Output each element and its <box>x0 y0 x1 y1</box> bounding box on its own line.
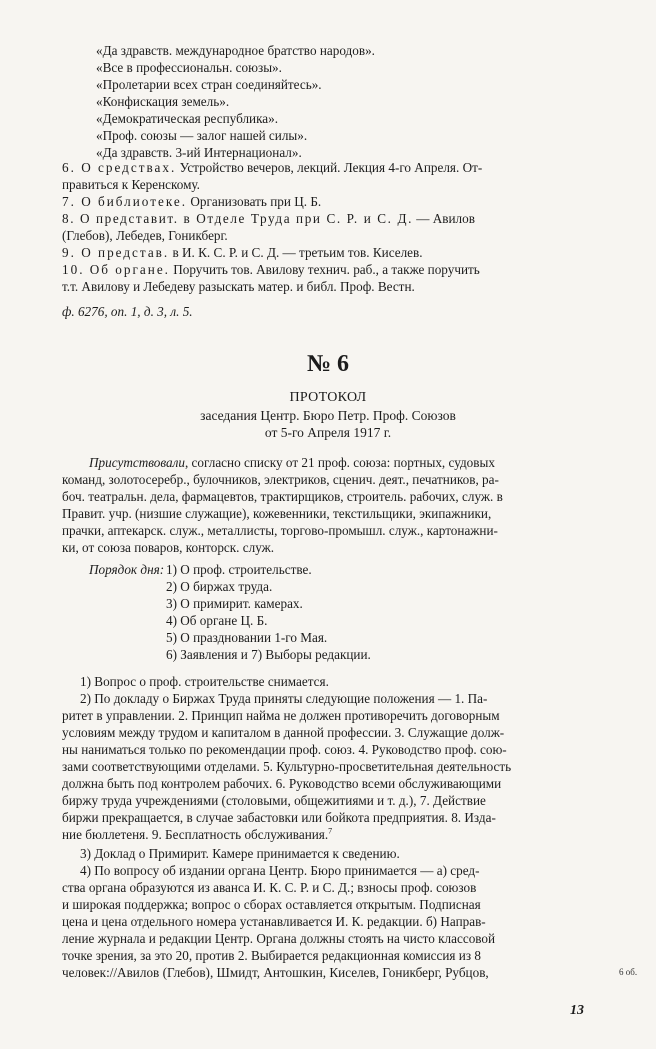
slogan-line: «Конфискация земель». <box>96 94 230 109</box>
slogan-line: «Да здравств. международное братство народов». <box>96 43 375 58</box>
item-line: 9. О представ. в И. К. С. Р. и С. Д. — третьим тов. Киселев. <box>62 245 423 260</box>
item-line: 8. О представит. в Отделе Труда при С. Р. и С. Д. — Авилов <box>62 211 475 226</box>
body-line: должна быть под контролем рабочих. 6. Руководство всеми обслуживающими <box>62 776 502 791</box>
margin-note: 6 об. <box>619 967 638 977</box>
present-line: Присутствовали, согласно списку от 21 проф. союза: портных, судовых <box>89 455 495 470</box>
slogan-line: «Демократическая республика». <box>96 111 279 126</box>
agenda-item: 3) О примирит. камерах. <box>166 596 303 611</box>
document-subtitle: заседания Центр. Бюро Петр. Проф. Союзов <box>200 408 456 423</box>
item-line: правиться к Керенскому. <box>62 177 200 192</box>
present-line: ки, от союза поваров, конторск. служ. <box>62 540 275 555</box>
agenda-item: 5) О праздновании 1-го Мая. <box>166 630 328 645</box>
body-line: 4) По вопросу об издании органа Центр. Бюро принимается — а) сред- <box>80 863 480 878</box>
document-title: ПРОТОКОЛ <box>289 390 367 405</box>
body-line: 1) Вопрос о проф. строительстве снимается. <box>80 674 329 689</box>
item-line: 7. О библиотеке. Организовать при Ц. Б. <box>62 194 322 209</box>
body-line: условиям между трудом и капиталом в данной профессии. 3. Служащие долж- <box>62 725 505 740</box>
footnote-mark: 7 <box>328 826 333 836</box>
slogan-line: «Все в профессиональн. союзы». <box>96 60 282 75</box>
present-line: прачки, аптекарск. служ., металлисты, торгово-промышл. служ., картонажни- <box>62 523 498 538</box>
body-line: зами соответствующими отделами. 5. Культурно-просветительная деятельность <box>62 759 512 774</box>
body-line: биржу труда учреждениями (столовыми, общежитиями и т. д.), 7. Действие <box>62 793 486 808</box>
slogan-line: «Проф. союзы — залог нашей силы». <box>96 128 308 143</box>
document-number: № 6 <box>306 351 350 377</box>
body-line: человек://Авилов (Глебов), Шмидт, Антошкин, Киселев, Гоникберг, Рубцов, <box>62 965 489 980</box>
agenda-label: Порядок дня: <box>89 562 165 577</box>
body-line: и широкая поддержка; вопрос о сборах оставляется открытым. Подписная <box>62 897 481 912</box>
slogan-line: «Да здравств. 3-ий Интернационал». <box>96 145 302 160</box>
body-line: ление журнала и редакции Центр. Органа должны стоять на чисто классовой <box>62 931 496 946</box>
item-line: т.т. Авилову и Лебедеву разыскать матер. и библ. Проф. Вестн. <box>62 279 415 294</box>
item-line: 10. Об органе. Поручить тов. Авилову технич. раб., а также поручить <box>62 262 480 277</box>
body-line: ритет в управлении. 2. Принцип найма не должен противоречить договорным <box>62 708 500 723</box>
slogan-line: «Пролетарии всех стран соединяйтесь». <box>96 77 322 92</box>
body-line: цена и цена отдельного номера устанавливается И. К. редакции. б) Направ- <box>62 914 486 929</box>
document-date: от 5-го Апреля 1917 г. <box>264 425 392 440</box>
body-line: точке зрения, за это 20, против 2. Выбирается редакционная комиссия из 8 <box>62 948 481 963</box>
body-line: 3) Доклад о Примирит. Камере принимается к сведению. <box>80 846 400 861</box>
body-line: биржи прекращается, в случае забастовки или бойкота предприятия. 8. Изда- <box>62 810 496 825</box>
body-line: ства органа образуются из аванса И. К. С. Р. и С. Д.; взносы проф. союзов <box>62 880 477 895</box>
body-line: ние бюллетеня. 9. Бесплатность обслуживания.$^7$ <box>62 826 333 842</box>
agenda-item: 2) О биржах труда. <box>166 579 273 594</box>
present-line: команд, золотосеребр., булочников, электриков, сценич. деят., печатников, ра- <box>62 472 499 487</box>
item-line: (Глебов), Лебедев, Гоникберг. <box>62 228 228 243</box>
page-number: 13 <box>570 1003 584 1018</box>
archive-reference: ф. 6276, оп. 1, д. 3, л. 5. <box>62 304 193 319</box>
agenda-item: 4) Об органе Ц. Б. <box>166 613 268 628</box>
body-line: 2) По докладу о Биржах Труда приняты следующие положения — 1. Па- <box>80 691 488 706</box>
present-line: Правит. учр. (низшие служащие), кожевенники, текстильщики, экипажники, <box>62 506 492 521</box>
agenda-item: 1) О проф. строительстве. <box>166 562 312 577</box>
present-line: боч. театральн. дела, фармацевтов, трактирщиков, строитель. рабочих, служ. в <box>62 489 503 504</box>
item-line: 6. О средствах. Устройство вечеров, лекций. Лекция 4-го Апреля. От- <box>62 160 483 175</box>
body-line: ны наниматься только по рекомендации проф. союз. 4. Руководство проф. сою- <box>62 742 507 757</box>
agenda-item: 6) Заявления и 7) Выборы редакции. <box>166 647 371 662</box>
